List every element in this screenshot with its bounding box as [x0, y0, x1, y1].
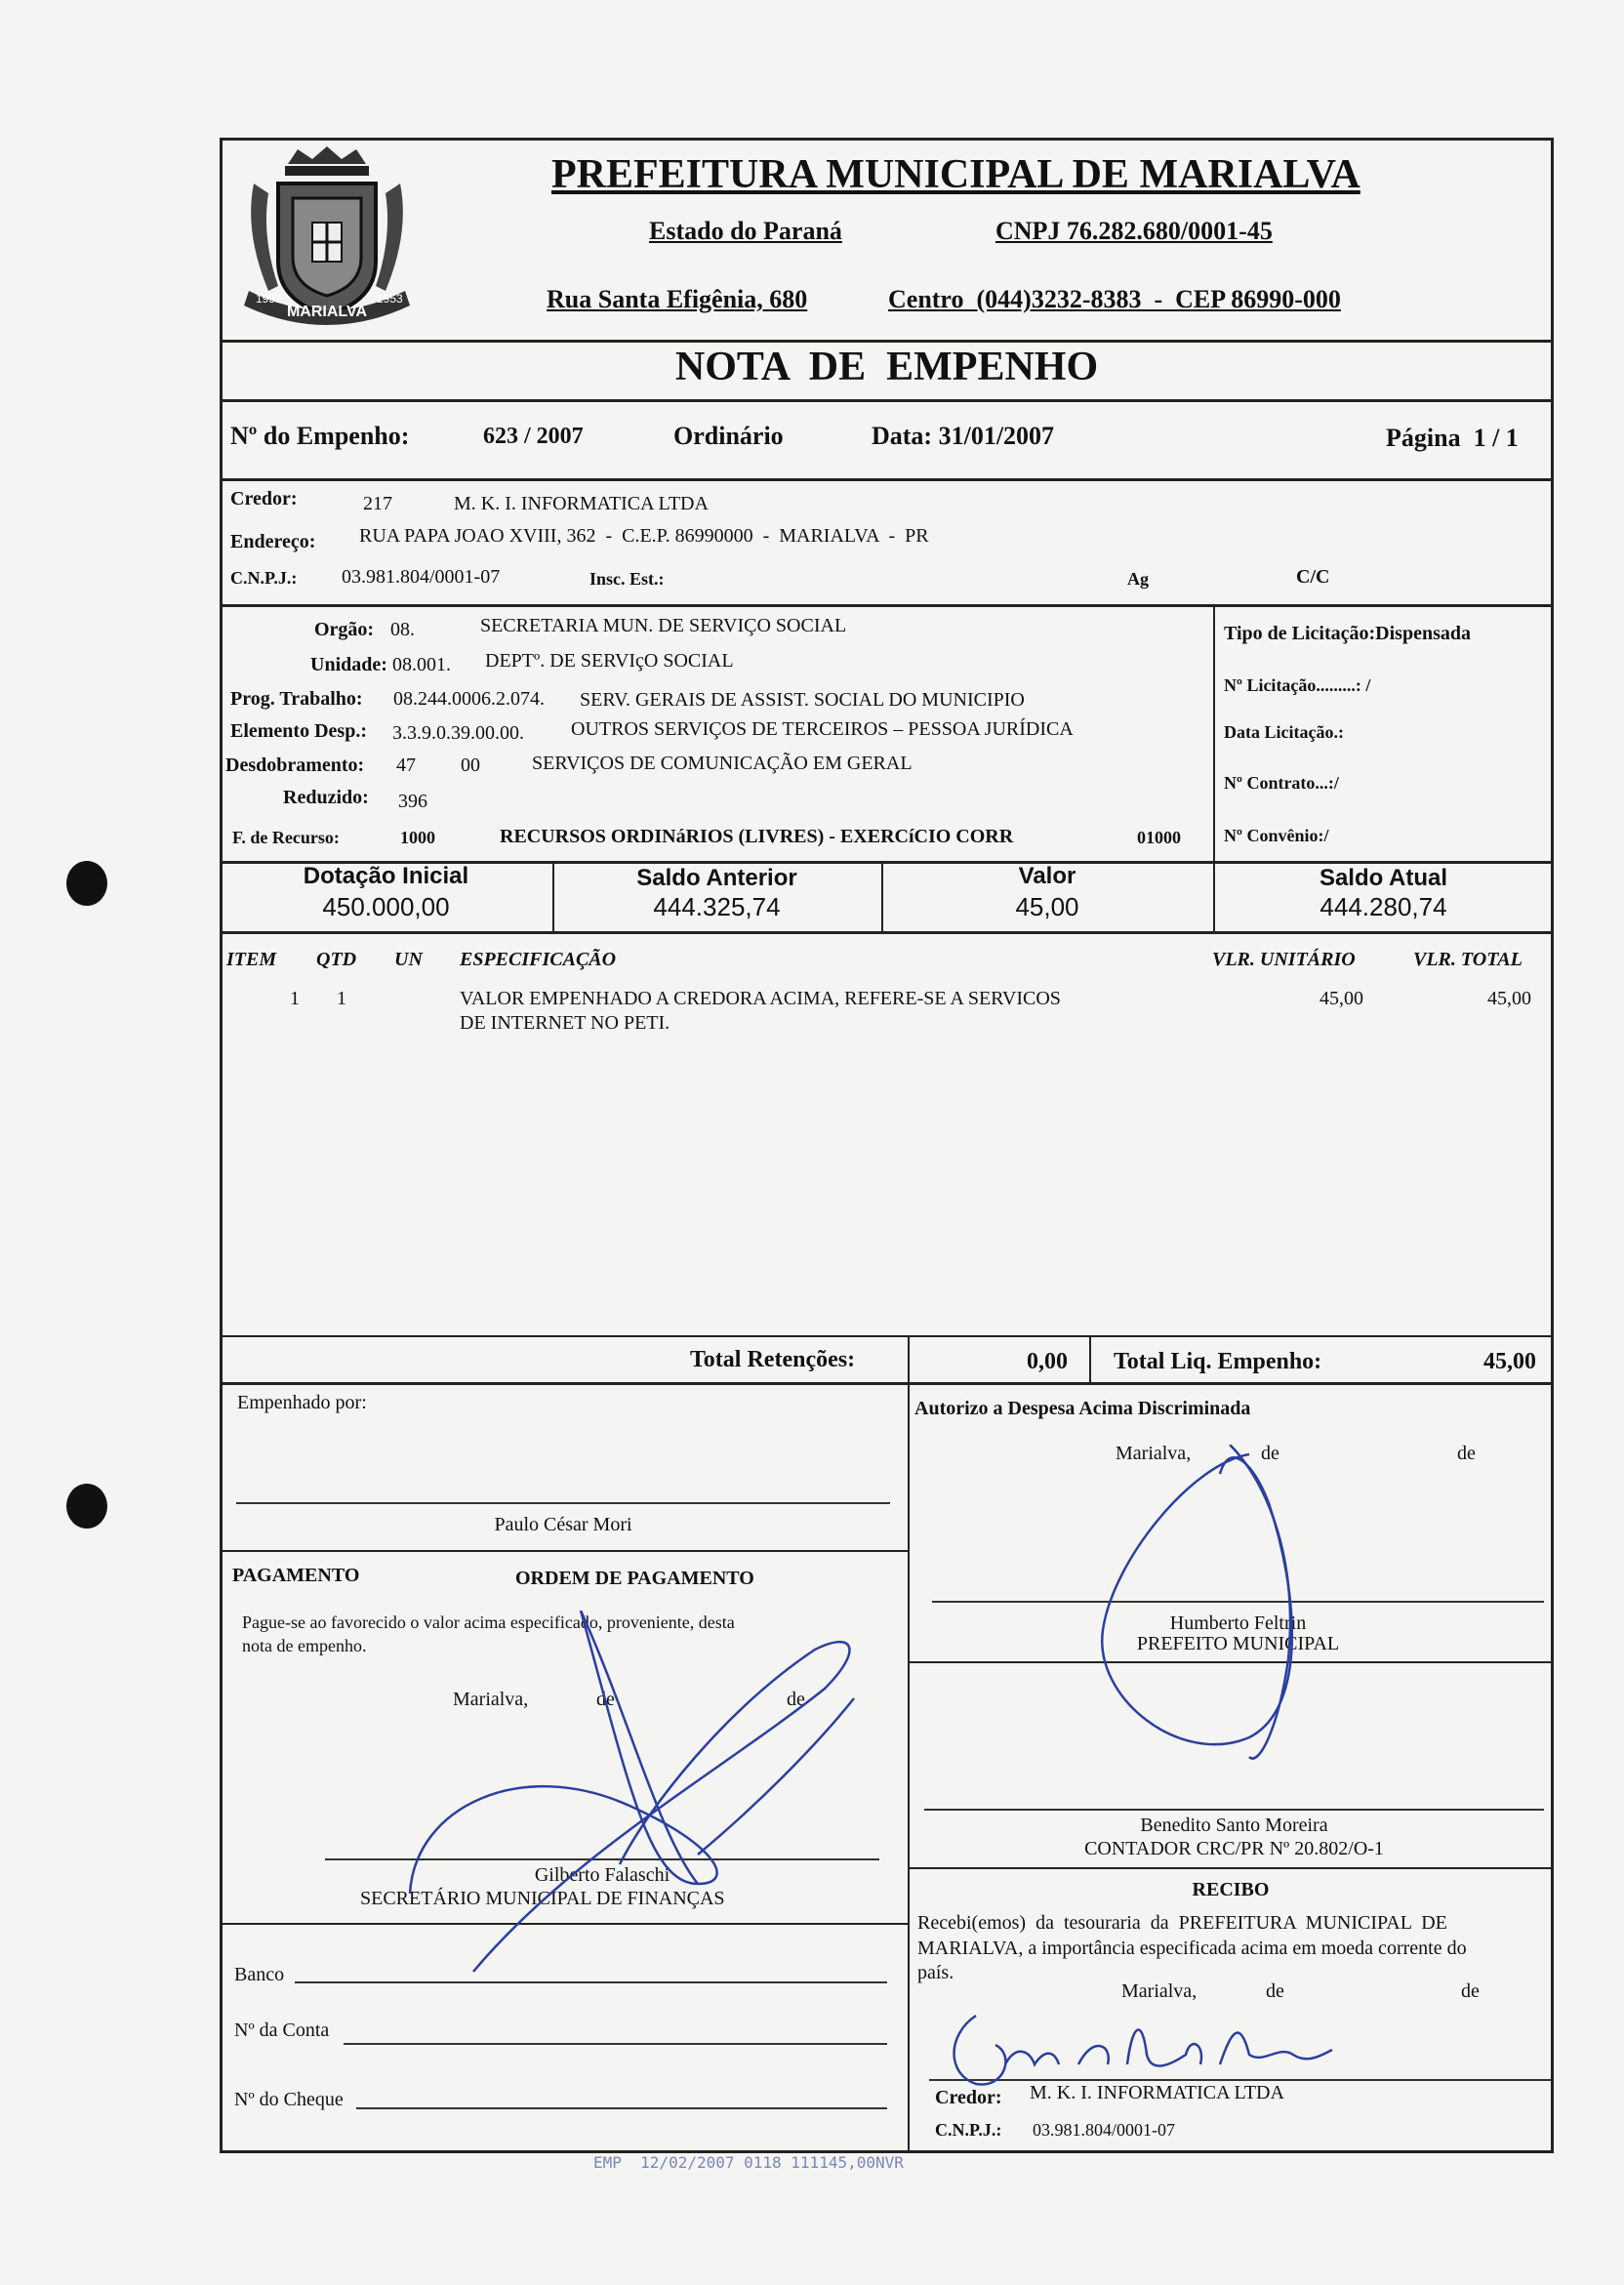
unidade-code: 08.001.	[392, 654, 451, 675]
cheque-label: Nº do Cheque	[234, 2089, 344, 2110]
credor-code: 217	[363, 493, 392, 514]
pagamento-text-2: nota de empenho.	[242, 1636, 367, 1655]
secretario-name: Gilberto Falaschi	[534, 1864, 670, 1886]
recurso-code: 1000	[400, 828, 435, 847]
recibo-credor: M. K. I. INFORMATICA LTDA	[1030, 2082, 1284, 2103]
atual-value: 444.280,74	[1320, 892, 1447, 921]
liquido-label: Total Liq. Empenho:	[1114, 1349, 1322, 1374]
item-unit: 45,00	[1320, 988, 1363, 1009]
recibo-text-1: Recebi(emos) da tesouraria da PREFEITURA MUNICIPAL DE	[917, 1912, 1447, 1934]
col-qtd: QTD	[316, 949, 357, 970]
col-unit: VLR. UNITÁRIO	[1212, 949, 1356, 970]
orgao-code: 08.	[390, 619, 415, 640]
recibo-cnpj: 03.981.804/0001-07	[1033, 2120, 1175, 2140]
reduzido-label: Reduzido:	[283, 787, 369, 808]
prog-name: SERV. GERAIS DE ASSIST. SOCIAL DO MUNICIPIO	[580, 689, 1025, 711]
divider	[220, 931, 1554, 934]
unidade-label: Unidade:	[310, 654, 387, 675]
unidade-name: DEPTº. DE SERVIçO SOCIAL	[485, 650, 734, 672]
ordem-label: ORDEM DE PAGAMENTO	[515, 1568, 754, 1589]
divider	[908, 1382, 910, 2153]
pagamento-de1: de	[596, 1689, 615, 1710]
numero-contrato: Nº Contrato...:/	[1224, 773, 1339, 793]
footer-stamp: EMP 12/02/2007 0118 111145,00NVR	[593, 2153, 904, 2172]
conta-label: Nº da Conta	[234, 2020, 330, 2041]
page-title: PREFEITURA MUNICIPAL DE MARIALVA	[551, 152, 1360, 197]
empenho-number: 623 / 2007	[483, 424, 584, 449]
signature-line	[236, 1502, 890, 1504]
pagamento-text-1: Pague-se ao favorecido o valor acima especificado, proveniente, desta	[242, 1612, 735, 1632]
col-item: ITEM	[226, 949, 277, 970]
data-licitacao: Data Licitação.:	[1224, 722, 1344, 742]
autorizo-place: Marialva,	[1116, 1443, 1192, 1464]
item-spec-line1: VALOR EMPENHADO A CREDORA ACIMA, REFERE-SE A SERVICOS	[460, 988, 1061, 1009]
recibo-cnpj-label: C.N.P.J.:	[935, 2120, 1002, 2140]
item-spec-line2: DE INTERNET NO PETI.	[460, 1012, 670, 1034]
divider	[1213, 604, 1215, 861]
col-un: UN	[394, 949, 423, 970]
address-label: Rua Santa Efigênia, 680	[547, 285, 808, 313]
liquido-value: 45,00	[1483, 1349, 1536, 1374]
autorizo-label: Autorizo a Despesa Acima Discriminada	[914, 1398, 1251, 1419]
address-rest: Centro (044)3232-8383 - CEP 86990-000	[888, 285, 1341, 313]
dotacao-label: Dotação Inicial	[303, 863, 469, 889]
coat-of-arms-icon	[234, 144, 420, 340]
page-number: Página 1 / 1	[1386, 424, 1519, 452]
item-number: 1	[290, 988, 300, 1009]
orgao-name: SECRETARIA MUN. DE SERVIÇO SOCIAL	[480, 615, 847, 636]
empenho-type: Ordinário	[673, 422, 784, 450]
coat-year-right: 1953	[377, 292, 403, 306]
item-total: 45,00	[1487, 988, 1531, 1009]
retencoes-value: 0,00	[1027, 1349, 1068, 1374]
cnpj-credor: 03.981.804/0001-07	[342, 566, 501, 588]
recibo-de1: de	[1266, 1980, 1284, 2002]
numero-licitacao: Nº Licitação.........: /	[1224, 675, 1371, 695]
pagamento-label: PAGAMENTO	[232, 1565, 360, 1586]
autorizo-de2: de	[1457, 1443, 1476, 1464]
contador-name: Benedito Santo Moreira	[1140, 1815, 1328, 1836]
divider	[220, 399, 1554, 402]
desd-label: Desdobramento:	[225, 755, 365, 776]
dotacao-value: 450.000,00	[322, 892, 450, 921]
cc-label: C/C	[1296, 566, 1330, 588]
empenho-label: Nº do Empenho:	[230, 422, 410, 450]
cheque-line[interactable]	[356, 2107, 887, 2109]
divider	[1089, 1335, 1091, 1382]
insc-label: Insc. Est.:	[589, 569, 665, 589]
secretario-signature	[405, 1611, 883, 1981]
recibo-text-2: MARIALVA, a importância especificada acima em moeda corrente do	[917, 1938, 1467, 1959]
endereco-label: Endereço:	[230, 531, 316, 552]
ag-label: Ag	[1127, 569, 1149, 589]
recibo-place: Marialva,	[1121, 1980, 1198, 2002]
divider	[220, 478, 1554, 481]
doc-title: NOTA DE EMPENHO	[674, 345, 1099, 389]
credor-label: Credor:	[230, 488, 298, 510]
recibo-label: RECIBO	[1192, 1879, 1270, 1900]
divider	[908, 1867, 1554, 1869]
punch-hole-top	[66, 861, 107, 906]
atual-label: Saldo Atual	[1319, 865, 1448, 891]
desd-code: 47	[396, 755, 416, 776]
coat-year-left: 1951	[256, 292, 282, 306]
prog-label: Prog. Trabalho:	[230, 688, 363, 710]
prefeito-signature	[1074, 1445, 1327, 1776]
valor-value: 45,00	[1015, 892, 1079, 921]
signature-line	[924, 1809, 1544, 1811]
divider	[220, 1335, 1554, 1337]
prefeito-title: PREFEITO MUNICIPAL	[1136, 1633, 1340, 1654]
banco-label: Banco	[234, 1964, 285, 1985]
contador-title: CONTADOR CRC/PR Nº 20.802/O-1	[1084, 1838, 1384, 1859]
desd-name: SERVIÇOS DE COMUNICAÇÃO EM GERAL	[532, 753, 913, 774]
coat-text: MARIALVA	[286, 304, 368, 320]
tipo-licitacao: Tipo de Licitação:Dispensada	[1224, 623, 1471, 644]
punch-hole-bottom	[66, 1484, 107, 1529]
cnpj-label: CNPJ 76.282.680/0001-45	[995, 217, 1273, 245]
empenhado-name: Paulo César Mori	[494, 1514, 632, 1535]
autorizo-de1: de	[1261, 1443, 1279, 1464]
recurso-label: F. de Recurso:	[232, 828, 340, 847]
numero-convenio: Nº Convênio:/	[1224, 826, 1329, 845]
divider	[908, 1335, 910, 1382]
desd-sub: 00	[461, 755, 480, 776]
credor-name: M. K. I. INFORMATICA LTDA	[454, 493, 709, 514]
recibo-de2: de	[1461, 1980, 1480, 2002]
prog-code: 08.244.0006.2.074.	[393, 688, 545, 710]
recurso-name: RECURSOS ORDINáRIOS (LIVRES) - EXERCíCIO CORR	[500, 826, 1014, 847]
divider	[220, 604, 1554, 607]
banco-line[interactable]	[295, 1981, 887, 1983]
secretario-title: SECRETÁRIO MUNICIPAL DE FINANÇAS	[360, 1888, 725, 1909]
orgao-label: Orgão:	[314, 619, 375, 640]
retencoes-label: Total Retenções:	[690, 1347, 856, 1372]
credor-address: RUA PAPA JOAO XVIII, 362 - C.E.P. 86990000 - MARIALVA - PR	[359, 525, 929, 547]
valor-label: Valor	[1018, 863, 1076, 889]
reduzido-value: 396	[398, 791, 427, 812]
recibo-text-3: país.	[917, 1962, 954, 1983]
empenhado-label: Empenhado por:	[237, 1392, 367, 1413]
col-total: VLR. TOTAL	[1413, 949, 1522, 970]
empenho-date: Data: 31/01/2007	[872, 422, 1055, 450]
col-spec: ESPECIFICAÇÃO	[460, 949, 617, 970]
prefeito-name: Humberto Feltrin	[1169, 1612, 1307, 1634]
elem-label: Elemento Desp.:	[230, 720, 367, 742]
credor-signature	[937, 1996, 1347, 2094]
cnpj-credor-label: C.N.P.J.:	[230, 568, 298, 588]
recurso-num: 01000	[1137, 828, 1181, 847]
recibo-credor-label: Credor:	[935, 2087, 1002, 2108]
elem-name: OUTROS SERVIÇOS DE TERCEIROS – PESSOA JURÍDICA	[571, 718, 1074, 740]
anterior-value: 444.325,74	[653, 892, 781, 921]
divider	[220, 340, 1554, 343]
divider	[220, 1382, 1554, 1385]
anterior-label: Saldo Anterior	[636, 865, 797, 891]
conta-line[interactable]	[344, 2043, 887, 2045]
divider	[220, 1550, 908, 1552]
item-qtd: 1	[337, 988, 346, 1009]
elem-code: 3.3.9.0.39.00.00.	[392, 722, 524, 744]
pagamento-de2: de	[787, 1689, 805, 1710]
pagamento-place: Marialva,	[453, 1689, 529, 1710]
state-label: Estado do Paraná	[649, 217, 842, 245]
